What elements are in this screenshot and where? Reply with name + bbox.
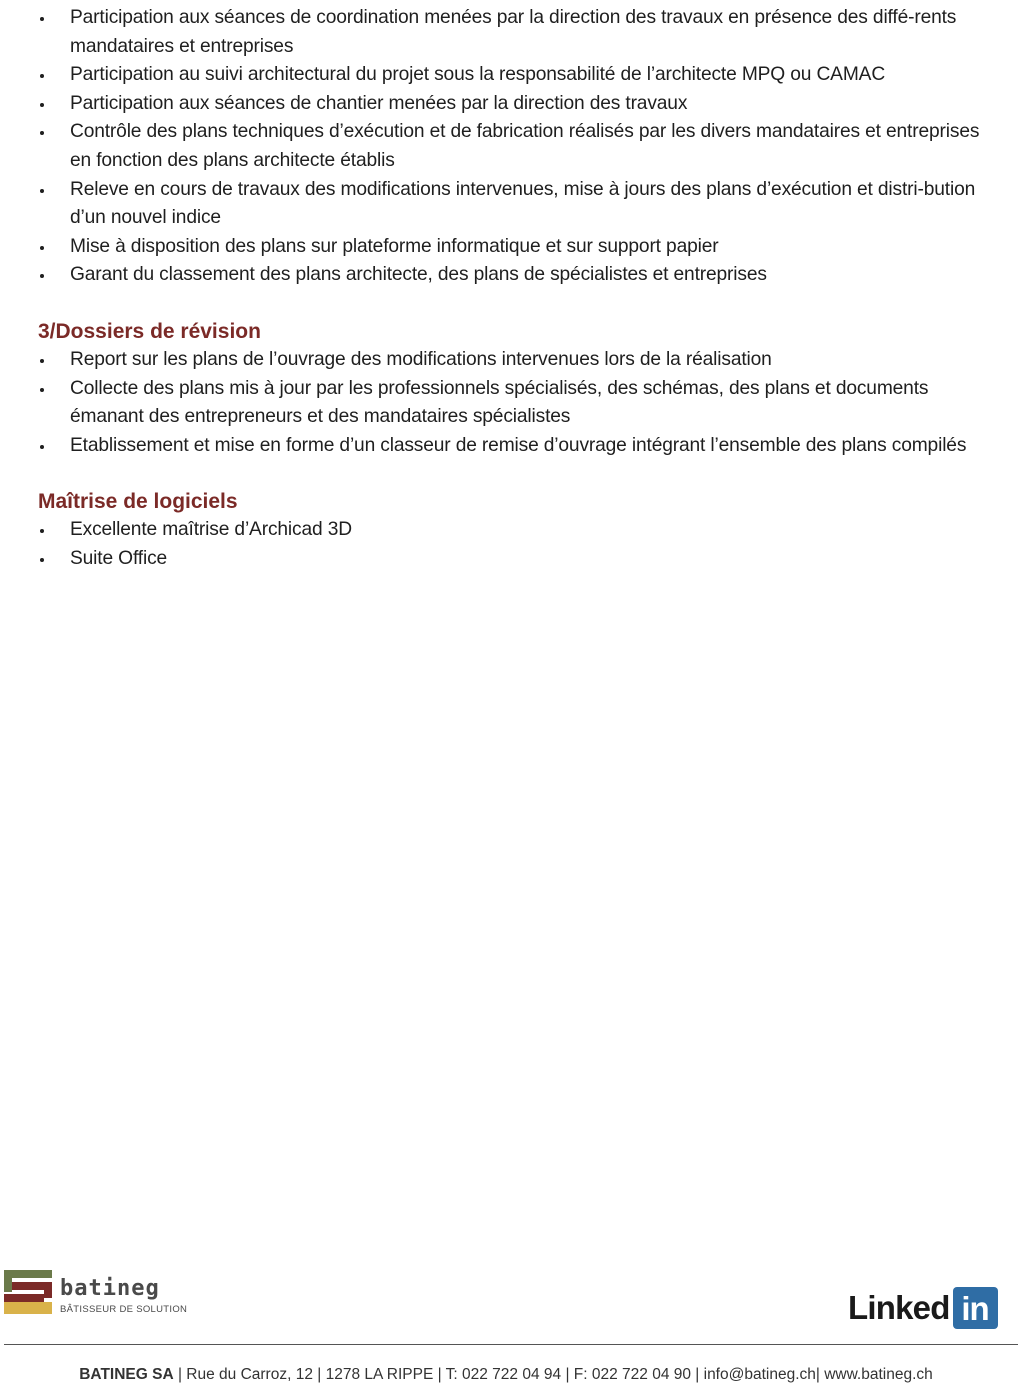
linkedin-icon: in bbox=[953, 1287, 998, 1329]
list-item: Suite Office bbox=[38, 545, 988, 574]
list-item: Mise à disposition des plans sur plateforme informatique et sur support papier bbox=[38, 233, 988, 262]
footer-contact: | Rue du Carroz, 12 | 1278 LA RIPPE | T: 022 722 04 94 | F: 022 722 04 90 | info@batineg.ch| www.batineg.ch bbox=[173, 1366, 933, 1383]
list-item: Releve en cours de travaux des modifications intervenues, mise à jours des plans d’exécution et distri-bution d’un nouvel indice bbox=[38, 176, 988, 233]
linkedin-wordmark: Linked bbox=[848, 1289, 950, 1326]
section-title-revision: 3/Dossiers de révision bbox=[38, 319, 261, 343]
list-item: Participation aux séances de coordination menées par la direction des travaux en présence des diffé-rents mandataires et entreprises bbox=[38, 4, 988, 61]
list-item: Collecte des plans mis à jour par les professionnels spécialisés, des schémas, des plans et documents émanant des entrepreneurs et des mandataires spécialistes bbox=[38, 375, 988, 432]
intro-list bbox=[38, 4, 988, 290]
section-title-software: Maîtrise de logiciels bbox=[38, 490, 238, 514]
logo-mark-icon bbox=[4, 1270, 52, 1314]
footer-company: BATINEG SA bbox=[79, 1366, 174, 1383]
list-item: Participation au suivi architectural du projet sous la responsabilité de l’architecte MPQ ou CAMAC bbox=[38, 61, 988, 90]
linkedin-logo[interactable] bbox=[848, 1286, 998, 1330]
software-list bbox=[38, 516, 988, 573]
list-item: Report sur les plans de l’ouvrage des modifications intervenues lors de la réalisation bbox=[38, 346, 988, 375]
list-item: Etablissement et mise en forme d’un classeur de remise d’ouvrage intégrant l’ensemble des plans compilés bbox=[38, 432, 988, 461]
logo-tagline: BÂTISSEUR DE SOLUTION bbox=[60, 1304, 188, 1315]
list-item: Contrôle des plans techniques d’exécution et de fabrication réalisés par les divers mandataires et entreprises en fonction des plans architecte établis bbox=[38, 118, 988, 175]
footer-address bbox=[0, 1364, 1012, 1386]
revision-list bbox=[38, 346, 988, 460]
document-body bbox=[38, 4, 988, 574]
company-logo bbox=[4, 1270, 194, 1318]
logo-wordmark: batineg bbox=[60, 1276, 160, 1301]
footer-divider bbox=[4, 1344, 1018, 1345]
list-item: Excellente maîtrise d’Archicad 3D bbox=[38, 516, 988, 545]
list-item: Participation aux séances de chantier menées par la direction des travaux bbox=[38, 90, 988, 119]
list-item: Garant du classement des plans architecte, des plans de spécialistes et entreprises bbox=[38, 261, 988, 290]
